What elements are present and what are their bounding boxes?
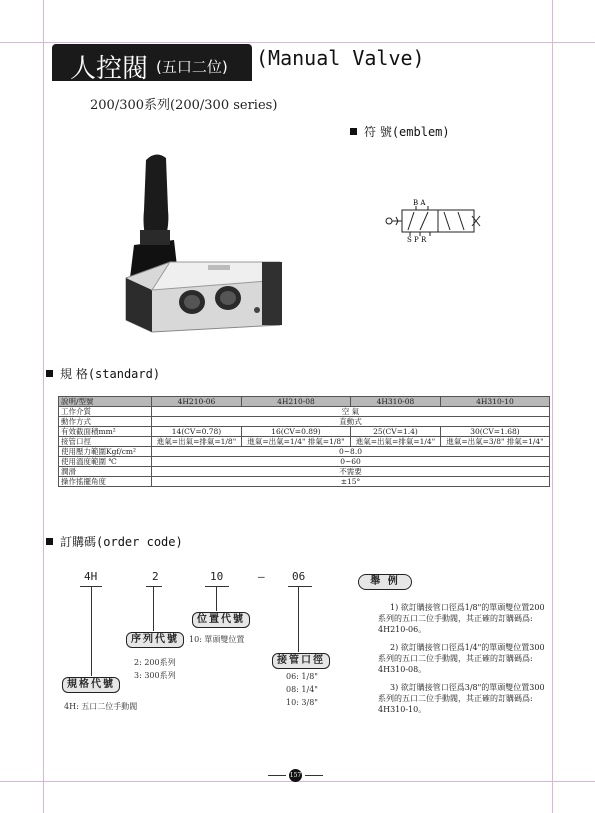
- code-part-port: 06: [292, 570, 306, 583]
- table-cell: 使用溫度範圍 ℃: [59, 457, 152, 467]
- table-cell: 進氣=出氣=排氣=1/4": [350, 437, 440, 447]
- example-item: 1) 欲訂購接管口徑爲1/8"的單頭雙位置200系列的五口二位手動閥，其正確的訂購碼爲: 4H210-06。: [378, 603, 545, 634]
- position-code-desc: 10: 單頭雙位置: [189, 635, 245, 644]
- emblem-heading: [350, 123, 450, 140]
- code-underline: [146, 586, 162, 587]
- example-badge: 舉 例: [358, 574, 412, 590]
- position-code-badge: 位置代號: [192, 612, 250, 628]
- table-cell: 30(CV=1.68): [440, 427, 549, 437]
- leader-line-position: [216, 587, 217, 611]
- example-item: 3) 欲訂購接管口徑爲3/8"的單頭雙位置300系列的五口二位手動閥，其正確的訂購碼爲: 4H310-10。: [378, 683, 545, 714]
- table-cell: 工作介質: [59, 407, 152, 417]
- table-cell: 0~60: [152, 457, 550, 467]
- table-cell: 4H310-08: [350, 397, 440, 407]
- order-heading: [46, 533, 183, 550]
- series-option: 2: 200系列: [134, 658, 176, 667]
- leader-line-model: [91, 587, 92, 676]
- order-heading-text: 訂購碼: [60, 535, 97, 549]
- table-cell: 4H210-08: [241, 397, 350, 407]
- symbol-port-bottom-labels: S P R: [407, 236, 427, 244]
- port-option: 10: 3/8": [286, 698, 318, 707]
- series-label: 200/300系列(200/300 series): [90, 98, 278, 113]
- table-cell: 有效截面積mm²: [59, 427, 152, 437]
- leader-line-port: [298, 587, 299, 652]
- table-cell: 說明/型號: [59, 397, 152, 407]
- table-row: [59, 397, 550, 407]
- emblem-heading-en: (emblem): [391, 125, 450, 139]
- table-cell: 操作搖擺角度: [59, 477, 152, 487]
- table-row: [59, 407, 550, 417]
- standard-heading: [46, 365, 160, 382]
- port-option: 06: 1/8": [286, 672, 318, 681]
- page-number: 157: [289, 769, 302, 782]
- frame-line-right: [552, 0, 553, 813]
- model-code-badge: 規格代號: [62, 677, 120, 693]
- port-option: 08: 1/4": [286, 685, 318, 694]
- port-code-badge: 接管口徑: [272, 653, 330, 669]
- model-code-desc: 4H: 五口二位手動閥: [64, 702, 138, 711]
- title-english: (Manual Valve): [256, 46, 425, 70]
- valve-symbol: [384, 196, 484, 246]
- title-main: 人控閥: [70, 54, 149, 84]
- table-row: [59, 417, 550, 427]
- series-code-badge: 序列代號: [126, 632, 184, 648]
- code-underline: [205, 586, 229, 587]
- page-number-rule: [268, 775, 286, 776]
- table-row: [59, 447, 550, 457]
- standard-heading-en: (standard): [87, 367, 161, 381]
- page-number-rule: [305, 775, 323, 776]
- frame-line-top: [0, 42, 595, 43]
- table-cell: 直動式: [152, 417, 550, 427]
- code-part-position: 10: [210, 570, 224, 583]
- table-cell: 進氣=出氣=排氣=1/8": [152, 437, 242, 447]
- code-part-model: 4H: [84, 570, 98, 583]
- code-dash: —: [258, 570, 265, 583]
- table-cell: 4H310-10: [440, 397, 549, 407]
- table-cell: 25(CV=1.4): [350, 427, 440, 437]
- emblem-heading-text: 符 號: [364, 125, 392, 139]
- table-cell: 不需要: [152, 467, 550, 477]
- table-cell: ±15°: [152, 477, 550, 487]
- table-cell: 動作方式: [59, 417, 152, 427]
- frame-line-left: [43, 0, 44, 813]
- table-cell: 14(CV=0.78): [152, 427, 242, 437]
- bullet-square: [350, 128, 357, 135]
- title-sub: (五口二位): [156, 58, 228, 76]
- leader-line-series: [153, 587, 154, 631]
- symbol-port-top-labels: B A: [413, 199, 426, 207]
- table-cell: 空 氣: [152, 407, 550, 417]
- table-row: [59, 467, 550, 477]
- table-cell: 進氣=出氣=1/4" 排氣=1/8": [241, 437, 350, 447]
- table-cell: 潤滑: [59, 467, 152, 477]
- table-row: [59, 477, 550, 487]
- order-heading-en: (order code): [96, 535, 183, 549]
- series-option: 3: 300系列: [134, 671, 176, 680]
- bullet-square: [46, 370, 53, 377]
- table-row: [59, 457, 550, 467]
- table-cell: 16(CV=0.89): [241, 427, 350, 437]
- example-item: 2) 欲訂購接管口徑爲1/4"的單頭雙位置300系列的五口二位手動閥，其正確的訂購碼爲: 4H310-08。: [378, 643, 545, 674]
- table-cell: 接管口徑: [59, 437, 152, 447]
- title-banner: [52, 44, 252, 84]
- table-cell: 0~8.0: [152, 447, 550, 457]
- valve-photo: [112, 150, 290, 340]
- table-cell: 進氣=出氣=3/8" 排氣=1/4": [440, 437, 549, 447]
- code-part-series: 2: [152, 570, 159, 583]
- code-underline: [288, 586, 312, 587]
- standard-heading-text: 規 格: [60, 367, 88, 381]
- table-row: [59, 427, 550, 437]
- table-cell: 4H210-06: [152, 397, 242, 407]
- spec-table: [58, 396, 550, 487]
- table-row: [59, 437, 550, 447]
- table-cell: 使用壓力範圍Kgf/cm²: [59, 447, 152, 457]
- bullet-square: [46, 538, 53, 545]
